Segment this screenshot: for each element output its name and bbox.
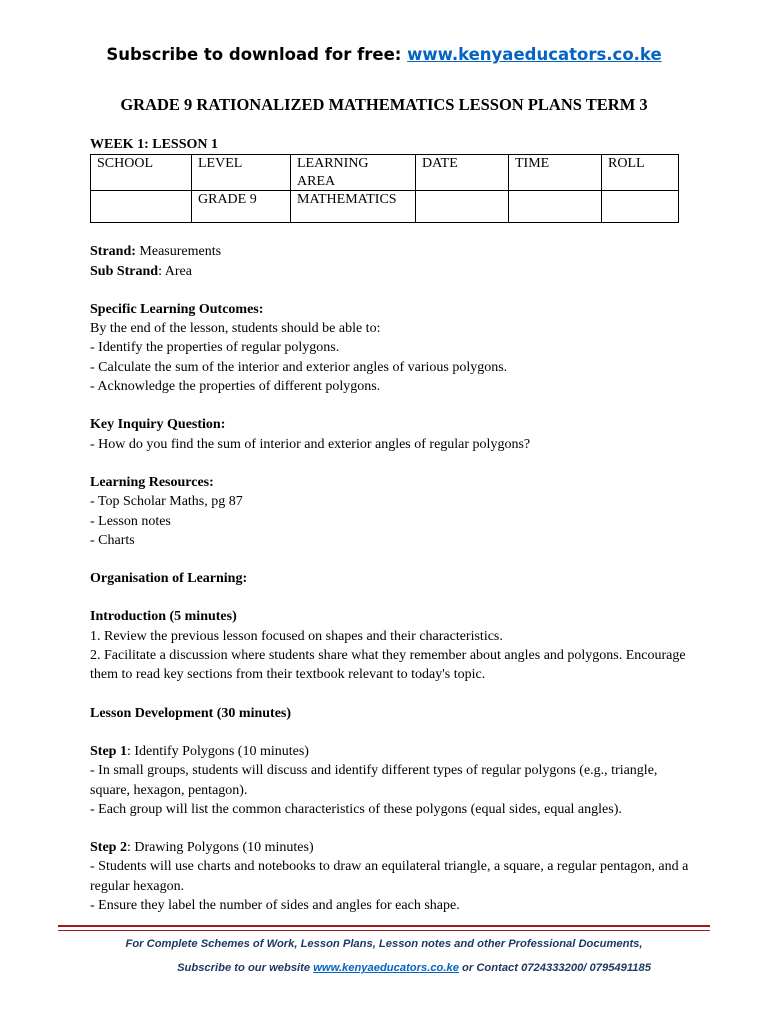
development-heading: Lesson Development (30 minutes)	[90, 705, 292, 721]
sub-strand-value: : Area	[158, 263, 192, 279]
footer-line-1: For Complete Schemes of Work, Lesson Plans, Lesson notes and other Professional Documents,	[125, 938, 643, 950]
step-label: Step 2	[90, 840, 127, 856]
table-cell: MATHEMATICS	[291, 191, 416, 223]
list-item: - Charts	[90, 532, 135, 548]
list-item: - Identify the properties of regular polygons.	[90, 340, 340, 356]
list-item: - Each group will list the common characteristics of these polygons (equal sides, equal angles).	[90, 801, 622, 817]
list-item: 1. Review the previous lesson focused on shapes and their characteristics.	[90, 628, 503, 644]
list-item: - In small groups, students will discuss and identify different types of regular polygons (e.g., triangle, square, hexagon, pentagon).	[90, 763, 658, 798]
subscribe-banner	[0, 45, 768, 64]
introduction-heading: Introduction (5 minutes)	[90, 609, 237, 625]
table-cell	[416, 191, 509, 223]
strand-value: Measurements	[135, 244, 222, 260]
footer-text: Subscribe to our website	[177, 962, 314, 974]
table-header-row	[91, 155, 679, 191]
document-title: GRADE 9 RATIONALIZED MATHEMATICS LESSON PLANS TERM 3	[120, 95, 648, 114]
footer-line-2	[0, 962, 768, 974]
outcomes-heading: Specific Learning Outcomes:	[90, 301, 264, 317]
table-cell	[602, 191, 679, 223]
inquiry-heading: Key Inquiry Question:	[90, 417, 226, 433]
organisation-heading: Organisation of Learning:	[90, 571, 248, 587]
footer-website-link[interactable]: www.kenyaeducators.co.ke	[313, 962, 459, 974]
list-item: 2. Facilitate a discussion where students share what they remember about angles and polygons. Encourage them to read key sections from their textbook relevant to today's topic.	[90, 648, 686, 683]
resources-heading: Learning Resources:	[90, 474, 214, 490]
list-item: - Calculate the sum of the interior and exterior angles of various polygons.	[90, 359, 508, 375]
step-2-heading	[90, 838, 690, 857]
list-item: - Top Scholar Maths, pg 87	[90, 494, 243, 510]
table-header-cell: ROLL	[602, 155, 679, 191]
table-header-cell: SCHOOL	[91, 155, 192, 191]
strand-line	[90, 242, 690, 261]
table-header-cell: TIME	[509, 155, 602, 191]
subscribe-text: Subscribe to download for free:	[106, 45, 408, 64]
week-heading: WEEK 1: LESSON 1	[90, 137, 218, 152]
sub-strand-line	[90, 262, 690, 281]
list-item: - How do you find the sum of interior and exterior angles of regular polygons?	[90, 436, 531, 452]
table-cell	[91, 191, 192, 223]
list-item: - Students will use charts and notebooks to draw an equilateral triangle, a square, a regular pentagon, and a regular hexagon.	[90, 859, 689, 894]
step-title: : Drawing Polygons (10 minutes)	[126, 840, 314, 856]
table-header-cell: LEARNING AREA	[291, 155, 416, 191]
table-cell: GRADE 9	[192, 191, 291, 223]
table-header-cell: DATE	[416, 155, 509, 191]
lesson-info-table	[90, 154, 679, 223]
step-label: Step 1	[90, 743, 127, 759]
outcomes-intro: By the end of the lesson, students should be able to:	[90, 321, 381, 337]
table-header-cell: LEVEL	[192, 155, 291, 191]
table-row	[91, 191, 679, 223]
list-item: - Acknowledge the properties of different polygons.	[90, 379, 381, 395]
lesson-content	[90, 135, 690, 915]
step-1-heading	[90, 742, 690, 761]
footer-contact-text: or Contact 0724333200/ 0795491185	[458, 962, 651, 974]
step-title: : Identify Polygons (10 minutes)	[126, 743, 309, 759]
list-item: - Ensure they label the number of sides and angles for each shape.	[90, 898, 460, 914]
table-cell	[509, 191, 602, 223]
subscribe-link[interactable]: www.kenyaeducators.co.ke	[407, 45, 662, 64]
footer-divider	[58, 925, 710, 931]
sub-strand-label: Sub Strand	[90, 263, 159, 279]
list-item: - Lesson notes	[90, 513, 171, 529]
strand-label: Strand:	[90, 244, 136, 260]
